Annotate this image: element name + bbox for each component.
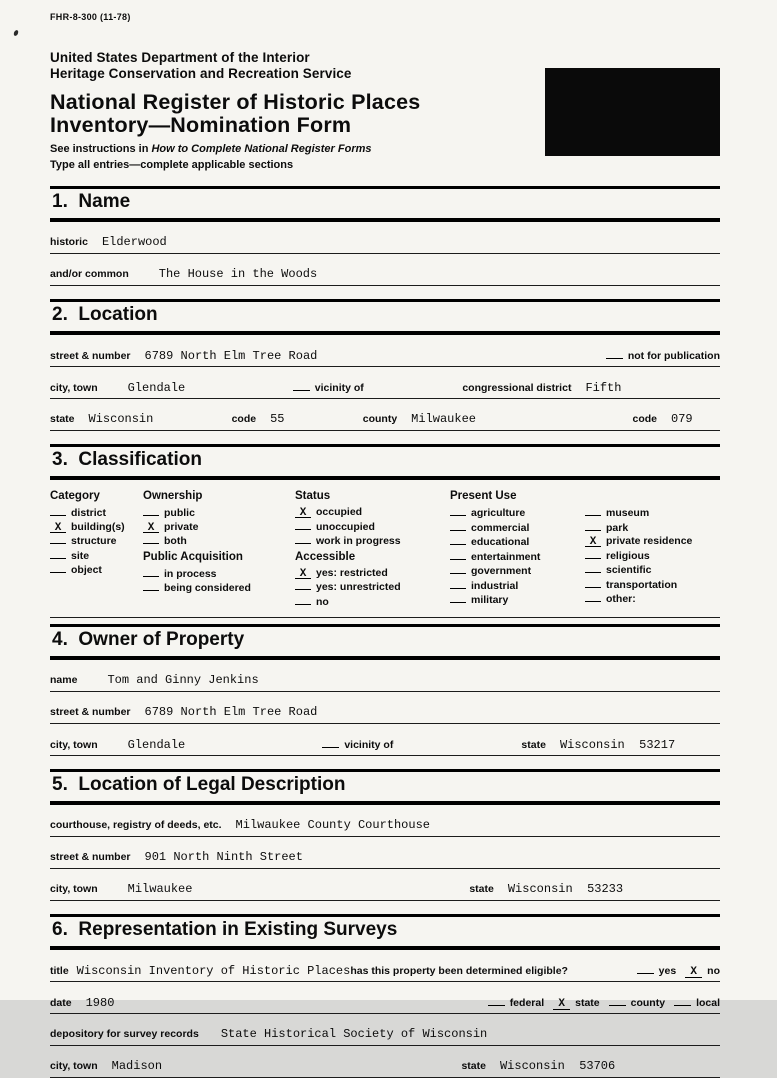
checkbox-unoccupied xyxy=(295,520,450,535)
checkbox-label: object xyxy=(71,564,102,577)
survey-city-value: Madison xyxy=(111,1059,163,1074)
county-label: county xyxy=(362,413,398,426)
checkbox-district xyxy=(50,506,143,521)
owner-street-label: street & number xyxy=(50,706,131,719)
checkbox-blank xyxy=(450,521,466,531)
category-column xyxy=(50,489,143,609)
checkbox-blank xyxy=(143,534,159,544)
survey-state-value: Wisconsin 53706 xyxy=(499,1059,616,1074)
ownership-heading: Ownership xyxy=(143,490,203,503)
survey-date-value: 1980 xyxy=(85,996,115,1011)
state-blank: X xyxy=(553,999,570,1010)
checkbox-label: private xyxy=(164,520,199,533)
checkbox-blank xyxy=(450,564,466,574)
checkbox-blank xyxy=(143,567,159,577)
checkbox-label: both xyxy=(164,535,187,548)
survey-title-value: Wisconsin Inventory of Historic Places xyxy=(76,964,351,979)
depository-value: State Historical Society of Wisconsin xyxy=(220,1027,488,1042)
section-6-heading: 6. Representation in Existing Surveys xyxy=(50,914,720,950)
checkbox-scientific xyxy=(585,563,720,578)
field-historic-name xyxy=(50,235,720,254)
checkbox-blank xyxy=(50,563,66,573)
vicinity-blank xyxy=(293,380,310,391)
checkbox-label: transportation xyxy=(606,578,678,591)
checkbox-blank xyxy=(585,549,601,559)
survey-state-label: state xyxy=(461,1060,486,1073)
field-location-street xyxy=(50,348,720,367)
checkbox-military xyxy=(450,593,585,608)
checkbox-label: occupied xyxy=(316,506,363,519)
checkbox-label: unoccupied xyxy=(316,520,375,533)
local-label: local xyxy=(696,997,720,1010)
congressional-district-label: congressional district xyxy=(462,382,572,395)
owner-state-value: Wisconsin 53217 xyxy=(559,738,676,753)
courthouse-value: Milwaukee County Courthouse xyxy=(235,818,430,833)
field-survey-title xyxy=(50,963,720,982)
state-check-label: state xyxy=(575,997,600,1010)
federal-blank xyxy=(488,995,505,1006)
checkbox-in-process xyxy=(143,567,295,582)
redacted-photo-box xyxy=(545,68,720,156)
checkbox-government xyxy=(450,564,585,579)
checkbox-yes-unrestricted xyxy=(295,580,450,595)
section-5-heading: 5. Location of Legal Description xyxy=(50,769,720,805)
eligible-no-label: no xyxy=(707,965,720,978)
owner-vicinity-blank xyxy=(322,737,339,748)
field-location-city xyxy=(50,380,720,399)
checkbox-blank xyxy=(50,506,66,516)
checkbox-entertainment xyxy=(450,550,585,565)
checkbox-label: agriculture xyxy=(471,507,526,520)
owner-city-label: city, town xyxy=(50,739,98,752)
field-depository xyxy=(50,1027,720,1046)
street-value: 6789 North Elm Tree Road xyxy=(144,349,318,364)
checkbox-blank xyxy=(50,549,66,559)
legal-city-value: Milwaukee xyxy=(127,882,193,897)
checkbox-private-residence xyxy=(585,535,720,549)
checkbox-blank xyxy=(585,563,601,573)
eligible-question: has this property been determined eligible? xyxy=(350,965,568,978)
owner-name-label: name xyxy=(50,674,78,687)
department-line2: Heritage Conservation and Recreation Service xyxy=(50,65,352,81)
status-column xyxy=(295,489,450,609)
checkbox-blank xyxy=(450,506,466,516)
checkbox-blank xyxy=(143,506,159,516)
form-title-line2: Inventory—Nomination Form xyxy=(50,113,352,138)
checkbox-occupied xyxy=(295,506,450,520)
checkbox-blank xyxy=(295,520,311,530)
not-for-publication-blank xyxy=(606,348,623,359)
checkbox-blank xyxy=(585,578,601,588)
checkbox-label: public xyxy=(164,507,195,520)
checkbox-label: building(s) xyxy=(71,520,125,533)
survey-title-label: title xyxy=(50,965,69,978)
present-use-heading: Present Use xyxy=(450,490,517,503)
field-owner-street xyxy=(50,705,720,724)
category-heading: Category xyxy=(50,490,100,503)
present-use-left-list xyxy=(450,489,585,609)
city-label: city, town xyxy=(50,382,98,395)
checkbox-label: being considered xyxy=(164,582,251,595)
checkbox-label: other: xyxy=(606,593,636,606)
checkbox-blank: X xyxy=(585,537,601,547)
checkbox-blank xyxy=(450,593,466,603)
checkbox-label: yes: unrestricted xyxy=(316,581,401,594)
department-line1: United States Department of the Interior xyxy=(50,50,310,65)
checkbox-blank xyxy=(143,581,159,591)
federal-label: federal xyxy=(509,997,545,1010)
checkbox-blank xyxy=(585,506,601,516)
checkbox-blank xyxy=(50,534,66,544)
code-label: code xyxy=(231,413,257,426)
checkbox-label: religious xyxy=(606,549,650,562)
state-value: Wisconsin xyxy=(88,412,154,427)
owner-state-label: state xyxy=(521,739,546,752)
checkbox-park xyxy=(585,521,720,536)
owner-street-value: 6789 North Elm Tree Road xyxy=(144,705,318,720)
owner-name-value: Tom and Ginny Jenkins xyxy=(107,673,259,688)
section-1-heading: 1. Name xyxy=(50,186,720,222)
checkbox-label: district xyxy=(71,507,107,520)
checkbox-blank xyxy=(450,550,466,560)
present-use-column xyxy=(450,489,720,609)
legal-street-value: 901 North Ninth Street xyxy=(144,850,303,865)
form-number: FHR-8-300 (11-78) xyxy=(50,12,131,22)
checkbox-blank: X xyxy=(295,508,311,518)
field-owner-name xyxy=(50,673,720,692)
checkbox-both xyxy=(143,534,295,549)
owner-city-value: Glendale xyxy=(127,738,186,753)
checkbox-label: park xyxy=(606,521,629,534)
checkbox-work-in-progress xyxy=(295,534,450,549)
present-use-right-list xyxy=(585,489,720,609)
common-value: The House in the Woods xyxy=(158,267,318,282)
ownership-column xyxy=(143,489,295,609)
checkbox-transportation xyxy=(585,578,720,593)
checkbox-structure xyxy=(50,534,143,549)
eligible-yes-label: yes xyxy=(658,965,677,978)
eligible-yes-blank xyxy=(637,963,654,974)
field-legal-street xyxy=(50,850,720,869)
checkbox-blank xyxy=(295,534,311,544)
checkbox-site xyxy=(50,549,143,564)
status-heading: Status xyxy=(295,490,331,503)
local-blank xyxy=(674,995,691,1006)
checkbox-blank xyxy=(295,595,311,605)
instructions-line2: Type all entries—complete applicable sections xyxy=(50,158,294,171)
vicinity-label: vicinity of xyxy=(314,382,364,395)
survey-city-label: city, town xyxy=(50,1060,98,1073)
checkbox-blank xyxy=(450,579,466,589)
checkbox-label: work in progress xyxy=(316,535,401,548)
legal-street-label: street & number xyxy=(50,851,131,864)
checkbox-buildings xyxy=(50,521,143,535)
checkbox-museum xyxy=(585,506,720,521)
legal-state-value: Wisconsin 53233 xyxy=(507,882,624,897)
field-survey-date xyxy=(50,995,720,1014)
checkbox-label: entertainment xyxy=(471,550,541,563)
public-acquisition-heading: Public Acquisition xyxy=(143,550,243,563)
form-title-line1: National Register of Historic Places xyxy=(50,89,421,114)
code2-value: 079 xyxy=(671,412,693,427)
historic-label: historic xyxy=(50,236,88,249)
field-common-name xyxy=(50,267,720,286)
checkbox-object xyxy=(50,563,143,578)
county-value: Milwaukee xyxy=(411,412,476,427)
legal-state-label: state xyxy=(469,883,494,896)
checkbox-yes-restricted xyxy=(295,567,450,581)
checkbox-label: commercial xyxy=(471,521,530,534)
checkbox-religious xyxy=(585,549,720,564)
checkbox-label: no xyxy=(316,595,329,608)
checkbox-blank: X xyxy=(295,569,311,579)
field-survey-city xyxy=(50,1059,720,1078)
state-label: state xyxy=(50,413,75,426)
instructions-prefix: See instructions in xyxy=(50,143,152,156)
checkbox-label: educational xyxy=(471,536,530,549)
checkbox-label: industrial xyxy=(471,579,519,592)
checkbox-blank xyxy=(585,521,601,531)
checkbox-label: military xyxy=(471,594,509,607)
common-label: and/or common xyxy=(50,268,129,281)
checkbox-label: structure xyxy=(71,535,117,548)
checkbox-label: site xyxy=(71,549,90,562)
field-legal-city xyxy=(50,882,720,901)
checkbox-being-considered xyxy=(143,581,295,596)
checkbox-industrial xyxy=(450,579,585,594)
scan-speck xyxy=(13,29,19,36)
survey-date-label: date xyxy=(50,997,72,1010)
instructions-manual-title: How to Complete National Register Forms xyxy=(151,143,372,156)
checkbox-blank xyxy=(295,580,311,590)
historic-value: Elderwood xyxy=(101,235,167,250)
legal-city-label: city, town xyxy=(50,883,98,896)
section-3-heading: 3. Classification xyxy=(50,444,720,480)
checkbox-public xyxy=(143,506,295,521)
courthouse-label: courthouse, registry of deeds, etc. xyxy=(50,819,222,832)
city-value: Glendale xyxy=(127,381,186,396)
checkbox-label: museum xyxy=(606,507,650,520)
checkbox-label: in process xyxy=(164,567,217,580)
accessible-heading: Accessible xyxy=(295,550,356,563)
checkbox-label: government xyxy=(471,565,532,578)
checkbox-private xyxy=(143,521,295,535)
code-value: 55 xyxy=(270,412,285,427)
checkbox-commercial xyxy=(450,521,585,536)
section-2-heading: 2. Location xyxy=(50,299,720,335)
checkbox-blank xyxy=(585,592,601,602)
field-owner-city xyxy=(50,737,720,756)
depository-label: depository for survey records xyxy=(50,1028,199,1041)
code2-label: code xyxy=(632,413,657,426)
eligible-no-blank: X xyxy=(685,967,702,978)
checkbox-label: yes: restricted xyxy=(316,566,388,579)
checkbox-other xyxy=(585,592,720,607)
checkbox-agriculture xyxy=(450,506,585,521)
checkbox-no xyxy=(295,595,450,610)
checkbox-label: scientific xyxy=(606,564,652,577)
field-courthouse xyxy=(50,818,720,837)
checkbox-blank: X xyxy=(143,523,159,533)
not-for-publication-label: not for publication xyxy=(627,350,720,363)
present-use-heading-spacer xyxy=(585,489,720,503)
checkbox-label: private residence xyxy=(606,535,693,548)
county-check-label: county xyxy=(630,997,666,1010)
section-4-heading: 4. Owner of Property xyxy=(50,624,720,660)
checkbox-blank xyxy=(450,535,466,545)
checkbox-blank: X xyxy=(50,523,66,533)
owner-vicinity-label: vicinity of xyxy=(344,739,394,752)
county-blank xyxy=(609,995,626,1006)
street-label: street & number xyxy=(50,350,131,363)
checkbox-educational xyxy=(450,535,585,550)
field-location-state xyxy=(50,412,720,431)
congressional-district-value: Fifth xyxy=(585,381,622,396)
classification-grid xyxy=(50,480,720,618)
